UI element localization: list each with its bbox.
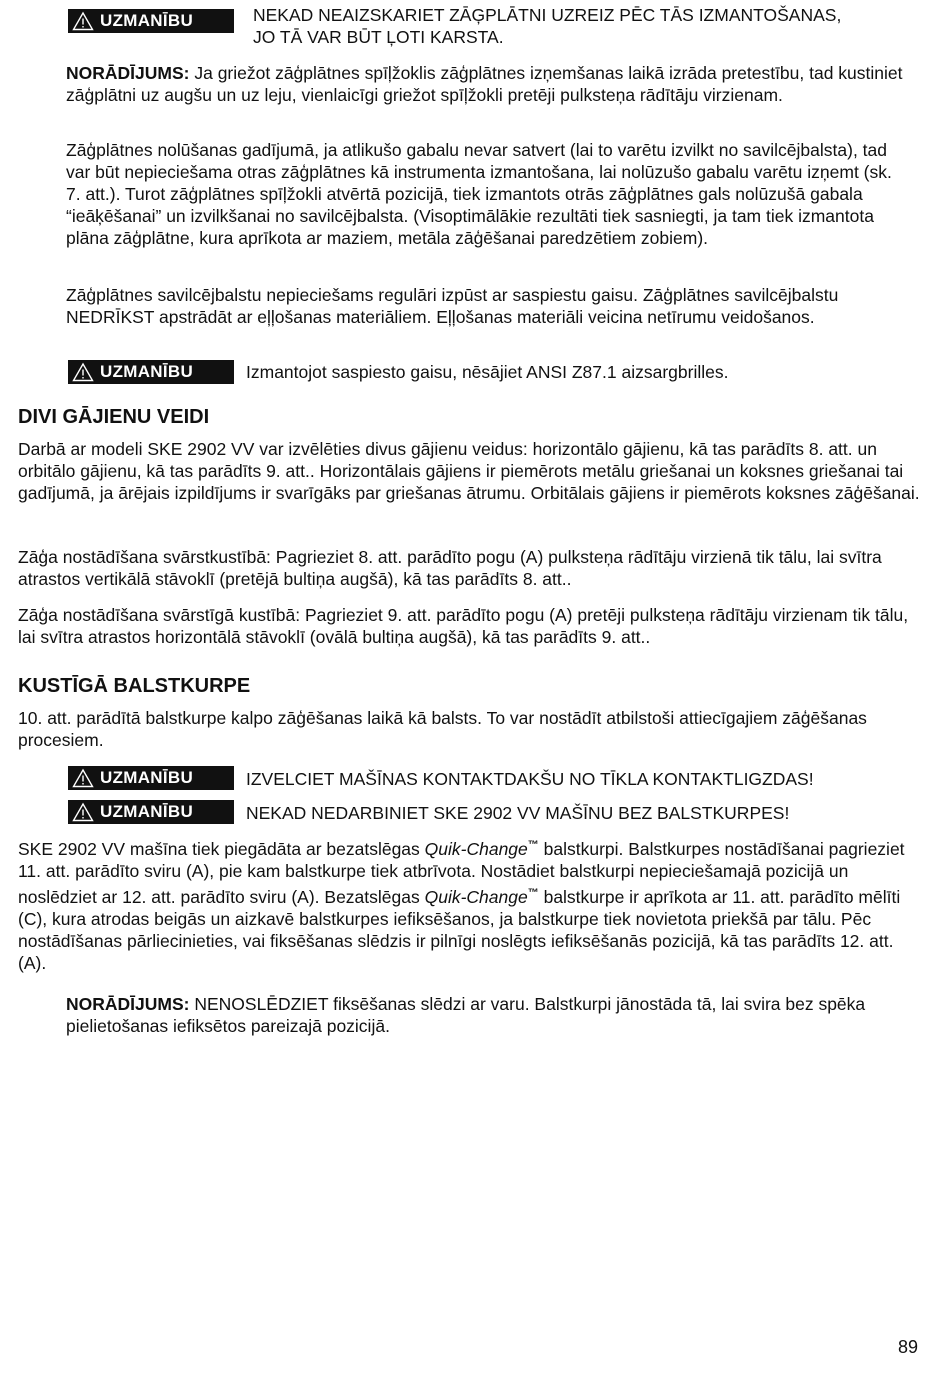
paragraph-pendulum-setting: Zāģa nostādīšana svārstkustībā: Pagrieziet 8. att. parādīto pogu (A) pulksteņa rādītāju virzienā tik tālu, lai svītra atrastos vertikālā stāvoklī (pretējā bultiņa augšā), kā tas parādīts 8. att.. bbox=[18, 547, 882, 589]
warning-label: UZMANĪBU bbox=[100, 802, 194, 821]
note-label: NORĀDĪJUMS: bbox=[66, 63, 190, 83]
warning-label: UZMANĪBU bbox=[100, 768, 194, 787]
note-text: NENOSLĒDZIET fiksēšanas slēdzi ar varu. Balstkurpi jānostāda tā, lai svira bez spēka pielietošanas iefiksētos pareizajā pozicijā. bbox=[66, 994, 866, 1036]
text-run: balstkurpi. Balstkurpes nostādīšanai pagrieziet 11. att. parādīto sviru (A), pie kam balstkurpe tiek atbrīvota. Nostādiet balstkurpi nepieciešamajā pozicijā un noslēdziet ar 12. att. parādīto sviru (A). Bezatslēgas bbox=[18, 839, 905, 907]
note-text: Ja griežot zāģplātnes spīļžoklis zāģplātnes izņemšanas laikā izrāda pretestību, tad kustiniet zāģplātni uz augšu un uz leju, vienlaicīgi griežot spīļžokli pretēji pulksteņa rādītāju virzienam. bbox=[66, 63, 903, 105]
warning-block-no-shoe bbox=[68, 800, 789, 824]
warning-text: Izmantojot saspiesto gaisu, nēsājiet ANSI Z87.1 aizsargbrilles. bbox=[246, 362, 729, 382]
paragraph-broken-blade: Zāģplātnes nolūšanas gadījumā, ja atlikušo gabalu nevar satvert (lai to varētu izvilkt no savilcējbalsta), tad var būt nepieciešama otras zāģplātnes kā instrumenta izmantošana, lai nolūzušo gabalu varētu izņemt (sk. 7. att.). Turot zāģplātnes spīļžokli atvērtā pozicijā, tiek izmantots otrās zāģplātnes gals nolūzušā gabala “ieāķēšanai” un izvilkšanai no savilcējbalsta. (Visoptimālākie rezultāti tiek sasniegti, ja tam tiek izmantota plāna zāģplātne, kura aprīkota ar maziem, metāla zāģēšanai paredzētiem zobiem). bbox=[66, 140, 892, 248]
warning-triangle-icon bbox=[72, 768, 94, 788]
warning-triangle-icon bbox=[72, 11, 94, 31]
paragraph-orbital-setting: Zāģa nostādīšana svārstīgā kustībā: Pagrieziet 9. att. parādīto pogu (A) pretēji pulksteņa rādītāju virzienam tik tālu, lai svītra atrastos horizontālā stāvoklī (ovālā bultiņa augšā), kā tas parādīts 9. att.. bbox=[18, 605, 909, 647]
trademark-symbol: ™ bbox=[527, 839, 539, 851]
trademark-symbol: ™ bbox=[527, 887, 539, 899]
text-run: SKE 2902 VV mašīna tiek piegādāta ar bezatslēgas bbox=[18, 839, 425, 859]
section-heading-stroke-types: DIVI GĀJIENU VEIDI bbox=[18, 406, 210, 428]
section-heading-movable-shoe: KUSTĪGĀ BALSTKURPE bbox=[18, 675, 251, 697]
brand-name: Quik-Change bbox=[424, 887, 528, 907]
note-locking-lever bbox=[66, 993, 916, 1037]
warning-badge bbox=[68, 800, 234, 824]
note-blade-removal bbox=[66, 62, 916, 106]
warning-text-line: JO TĀ VAR BŪT ĻOTI KARSTA. bbox=[253, 27, 504, 47]
warning-triangle-icon bbox=[72, 802, 94, 822]
warning-text-line: NEKAD NEAIZSKARIET ZĀĢPLĀTNI UZREIZ PĒC TĀS IZMANTOŠANAS, bbox=[253, 5, 842, 25]
warning-label: UZMANĪBU bbox=[100, 11, 194, 30]
warning-text: IZVELCIET MAŠĪNAS KONTAKTDAKŠU NO TĪKLA KONTAKTLIGZDAS! bbox=[246, 769, 814, 789]
warning-badge bbox=[68, 360, 234, 384]
paragraph-compressed-air: Zāģplātnes savilcējbalstu nepieciešams regulāri izpūst ar saspiestu gaisu. Zāģplātnes savilcējbalstu NEDRĪKST apstrādāt ar eļļošanas materiāliem. Eļļošanas materiāli veicina netīrumu veidošanos. bbox=[66, 285, 839, 327]
warning-triangle-icon bbox=[72, 362, 94, 382]
paragraph-quik-change-shoe bbox=[18, 834, 923, 974]
text-run: balstkurpe ir aprīkota ar 11. att. parādīto mēlīti (C), kura atrodas beigās un aizkavē balstkurpes iefiksēšanos, ja balstkurpe tiek novietota priekšā par tālu. Pēc nostādīšanas pārliecinieties, vai fiksēšanas slēdzis ir pilnīgi noslēgts iefiksēšanās pozicijā, kā tas parādīts 12. att. (A). bbox=[18, 887, 901, 973]
note-label: NORĀDĪJUMS: bbox=[66, 994, 190, 1014]
warning-badge bbox=[68, 9, 234, 33]
paragraph-movable-shoe: 10. att. parādītā balstkurpe kalpo zāģēšanas laikā kā balsts. To var nostādīt atbilstoši attiecīgajiem zāģēšanas procesiem. bbox=[18, 708, 867, 750]
warning-badge bbox=[68, 766, 234, 790]
warning-label: UZMANĪBU bbox=[100, 362, 194, 381]
brand-name: Quik-Change bbox=[424, 839, 528, 859]
warning-text: NEKAD NEDARBINIET SKE 2902 VV MAŠĪNU BEZ BALSTKURPES! bbox=[246, 803, 790, 823]
page-number: 89 bbox=[897, 1337, 918, 1357]
warning-block-safety-glasses bbox=[68, 360, 728, 384]
warning-block-hot-blade bbox=[68, 5, 842, 48]
paragraph-stroke-types: Darbā ar modeli SKE 2902 VV var izvēlēties divus gājienu veidus: horizontālo gājienu, kā tas parādīts 8. att. un orbitālo gājienu, kā tas parādīts 9. att.. Horizontālais gājiens ir piemērots metālu griešanai un koksnes griešanai tai gadījumā, ja ārējais izpildījums ir svarīgāks par griešanas ātrumu. Orbitālais gājiens ir piemērots koksnes zāģēšanai. bbox=[18, 439, 920, 503]
warning-text bbox=[253, 4, 841, 48]
warning-block-unplug bbox=[68, 766, 814, 790]
